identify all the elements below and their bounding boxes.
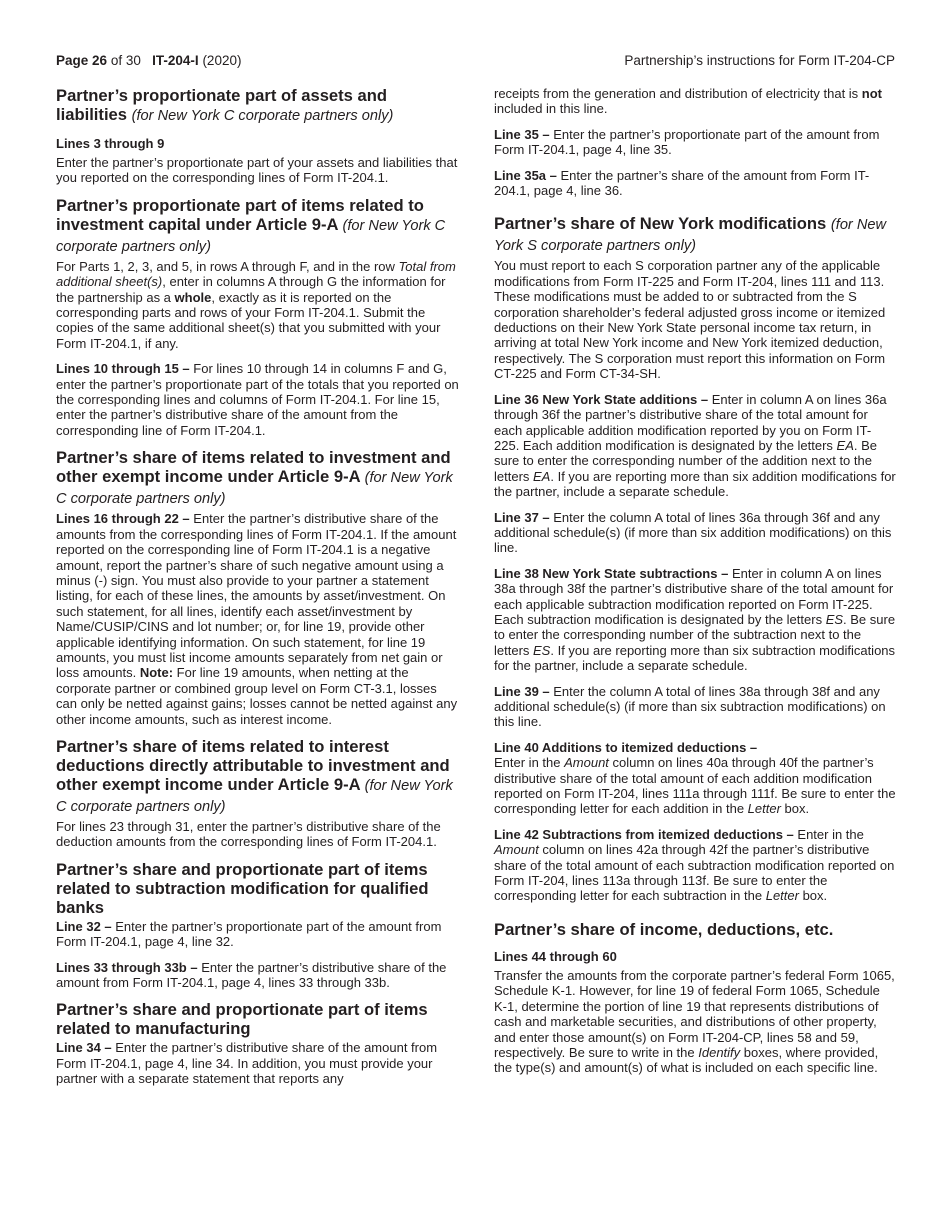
page-header bbox=[56, 53, 895, 68]
paragraph: Line 34 – Enter the partner’s distributive share of the amount from Form IT-204.1, page 4, line 34. In addition, you must provide your partner with a separate statement that reports any bbox=[56, 1040, 438, 1087]
paragraph: Enter the partner’s proportionate part of your assets and liabilities that you reported on the corresponding lines of Form IT-204.1. bbox=[56, 155, 458, 186]
paragraph: Lines 33 through 33b – Enter the partner’s distributive share of the amount from Form IT-204.1, page 4, lines 33 through 33b. bbox=[56, 959, 447, 990]
paragraph: Line 42 Subtractions from itemized deductions – Enter in the Amount column on lines 42a through 42f the partner’s distributive share of the total amount of each subtraction modification reported on Form IT-204, lines 113a through 113f. Be sure to enter the corresponding letter for each subtraction in the Letter box. bbox=[494, 826, 895, 904]
section-qualified-banks bbox=[56, 860, 459, 991]
section-heading: Partner’s proportionate part of assets and liabilities (for New York C corporate partners only) bbox=[56, 86, 394, 124]
paragraph: Line 32 – Enter the partner’s proportionate part of the amount from Form IT-204.1, page 4, line 32. bbox=[56, 918, 442, 950]
paragraph: Line 39 – Enter the column A total of lines 38a through 38f and any additional schedule(s) (if more than six subtraction modifications) on this line. bbox=[494, 683, 886, 730]
left-column bbox=[56, 86, 459, 1097]
section-exempt-income bbox=[56, 448, 459, 727]
section-ny-modifications bbox=[494, 214, 896, 903]
section-heading: Partner’s share of items related to investment and other exempt income under Article 9-A (for New York C corporate partners only) bbox=[56, 448, 453, 508]
paragraph: receipts from the generation and distribution of electricity that is not included in this line. bbox=[494, 86, 883, 117]
section-investment-capital bbox=[56, 196, 459, 438]
paragraph: Lines 16 through 22 – Enter the partner’s distributive share of the amounts from the corresponding lines of Form IT-204.1. If the amount reported on the corresponding line of Form IT-204.1 is a negative amount, report the partner’s share of such negative amount using a minus (-) sign. You must also provide to your partner a statement listing, for each of these lines, the amounts by asset/investment. On such statement, for all lines, identify each asset/investment by Name/CUSIP/CINS and lot number; or, for line 19, provide other applicable identifying information. On such statement, for line 19 amounts, you must list income amounts separately from net gain or loss amounts. Note: For line 19 amounts, when netting at the corporate partner or combined group level on Form CT-3.1, losses can only be netted against gains; losses cannot be netted against any other income amounts, such as interest income. bbox=[56, 511, 458, 727]
paragraph: For lines 23 through 31, enter the partner’s distributive share of the deduction amounts from the corresponding lines of Form IT-204.1. bbox=[56, 818, 441, 850]
subheading: Lines 44 through 60 bbox=[494, 948, 617, 964]
paragraph: For Parts 1, 2, 3, and 5, in rows A through F, and in the row Total from additional sheet(s), enter in columns A through G the information for the partnership as a whole, exactly as it is reported on the corresponding parts and rows of your Form IT-204.1. Submit the copies of the same additional sheet(s) that you submitted with your Form IT-204.1, if any. bbox=[56, 258, 456, 351]
section-heading: Partner’s share and proportionate part of items related to manufacturing bbox=[56, 1000, 428, 1039]
paragraph: Line 36 New York State additions – Enter in column A on lines 36a through 36f the partner’s distributive share of the total amount for each applicable addition modification reported by you on Form IT-225. Each addition modification is designated by the letters EA. Be sure to enter the corresponding number of the addition next to the letters EA. If you are reporting more than six addition modifications for the partner, include a separate schedule. bbox=[494, 391, 896, 500]
paragraph: Lines 10 through 15 – For lines 10 through 14 in columns F and G, enter the partner’s proportionate part of the totals that you reported on the corresponding lines and columns of Form IT-204.1. For line 15, enter the partner’s distributive share of the amount from the corresponding line of Form IT-204.1. bbox=[56, 361, 459, 438]
right-column bbox=[494, 86, 896, 1086]
section-manufacturing bbox=[56, 1000, 459, 1086]
subheading: Lines 3 through 9 bbox=[56, 136, 165, 151]
section-heading: Partner’s share of New York modifications (for New York S corporate partners only) bbox=[494, 214, 887, 255]
section-income-deductions bbox=[494, 920, 896, 1076]
paragraph: Transfer the amounts from the corporate partner’s federal Form 1065, Schedule K-1. However, for line 19 of federal Form 1065, Schedule K-1, determine the portion of line 19 that represents distributions of cash and marketable securities, and distributions of other property, and enter those amount(s) on Form IT-204-CP, lines 58 and 59, respectively. Be sure to write in the Identify boxes, where provided, the type(s) and amount(s) of what is included on each specific line. bbox=[494, 967, 895, 1076]
paragraph: Line 38 New York State subtractions – Enter in column A on lines 38a through 38f the partner’s distributive share of the total amount for each applicable subtraction modification reported on Form IT-225. Each subtraction modification is designated by the letters ES. Be sure to enter the corresponding number of the subtraction next to the letters ES. If you are reporting more than six subtraction modifications for the partner, include a separate schedule. bbox=[494, 565, 896, 674]
page-header-left: Page 26 of 30 IT-204-I (2020) bbox=[56, 53, 242, 68]
paragraph: Line 40 Additions to itemized deductions – Enter in the Amount column on lines 40a through 40f the partner’s distributive share of the total amount of each addition modification reported on Form IT-204, lines 111a through 111f. Be sure to enter the corresponding letter for each addition in the Letter box. bbox=[494, 739, 896, 817]
section-heading: Partner’s share of items related to interest deductions directly attributable to investment and other exempt income under Article 9-A (for New York C corporate partners only) bbox=[56, 736, 453, 815]
paragraph: Line 35a – Enter the partner’s share of the amount from Form IT-204.1, page 4, line 36. bbox=[494, 167, 870, 199]
section-heading: Partner’s share of income, deductions, etc. bbox=[494, 919, 834, 939]
section-heading: Partner’s proportionate part of items related to investment capital under Article 9-A (for New York C corporate partners only) bbox=[56, 195, 446, 255]
section-heading: Partner’s share and proportionate part of items related to subtraction modification for qualified banks bbox=[56, 859, 429, 917]
paragraph: You must report to each S corporation partner any of the applicable modifications from Form IT-225 and Form IT-204, lines 111 and 113. These modifications must be added to or subtracted from the S corporation shareholder’s federal adjusted gross income or itemized deductions on their New York State personal income tax return, in arriving at total New York income and New York itemized deduction, respectively. The S corporation must report this information on Form CT-225 and Form CT-34-SH. bbox=[494, 258, 886, 382]
section-assets-liabilities bbox=[56, 86, 459, 186]
section-interest-deductions bbox=[56, 737, 459, 850]
page-header-right: Partnership’s instructions for Form IT-204-CP bbox=[624, 53, 895, 68]
paragraph: Line 37 – Enter the column A total of lines 36a through 36f and any additional schedule(s) (if more than six addition modifications) on this line. bbox=[494, 509, 892, 556]
paragraph: Line 35 – Enter the partner’s proportionate part of the amount from Form IT-204.1, page 4, line 35. bbox=[494, 126, 880, 158]
